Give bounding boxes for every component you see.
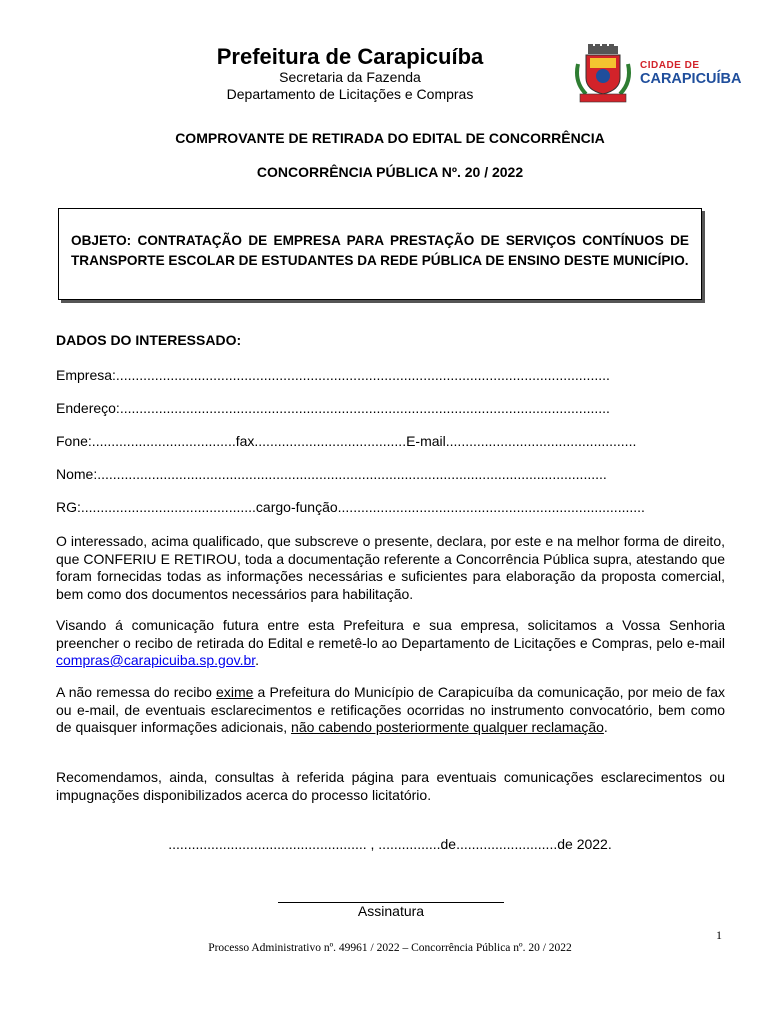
logo-text-bottom: CARAPICUÍBA bbox=[640, 71, 742, 87]
notice-text-b: a Prefeitura do Município de Carapicuíba da comunicação, por meio de fax ou e-mail, de eventuais esclarecimentos e retificações ocorridas no instrumento convocatório, bem como de quaisquer informações adicionais, bbox=[56, 684, 725, 735]
paragraph-declaration: O interessado, acima qualificado, que subscreve o presente, declara, por este e na melhor forma de direito, que CONFERIU E RETIROU, toda a documentação referente a Concorrência Pública supra, atestando que foram fornecidas todas as informações necessárias e suficientes para elaboração da proposta comercial, bem como dos documentos necessários para habilitação. bbox=[56, 533, 725, 602]
paragraph-communication-end: . bbox=[255, 652, 260, 668]
secretaria-label: Secretaria da Fazenda bbox=[279, 69, 421, 85]
concorrencia-number: CONCORRÊNCIA PÚBLICA Nº. 20 / 2022 bbox=[256, 164, 524, 180]
notice-text-a: A não remessa do recibo bbox=[56, 684, 217, 700]
footer-process: Processo Administrativo nº. 49961 / 2022 – Concorrência Pública nº. 20 / 2022 bbox=[208, 942, 572, 954]
page-title: Prefeitura de Carapicuíba bbox=[216, 44, 484, 69]
logo-text-top: CIDADE DE bbox=[640, 60, 700, 71]
paragraph-notice bbox=[56, 684, 725, 737]
rg-cargo-field[interactable]: RG:.............................................cargo-função............................................................................... bbox=[56, 499, 645, 515]
document-heading: COMPROVANTE DE RETIRADA DO EDITAL DE CONCORRÊNCIA bbox=[175, 130, 605, 146]
notice-end: . bbox=[603, 719, 608, 735]
departamento-label: Departamento de Licitações e Compras bbox=[226, 86, 474, 102]
paragraph-communication-text: Visando á comunicação futura entre esta Prefeitura e sua empresa, solicitamos a Vossa Senhoria preencher o recibo de retirada do Edital e remetê-lo ao Departamento de Licitações e Compras, pelo e-mail bbox=[56, 617, 725, 651]
paragraph-communication bbox=[56, 617, 725, 670]
endereco-field[interactable]: Endereço:.............................................................................................................................. bbox=[56, 400, 610, 416]
email-link[interactable]: compras@carapicuiba.sp.gov.br bbox=[56, 652, 256, 668]
page-number: 1 bbox=[716, 928, 722, 942]
objeto-label: OBJETO bbox=[71, 233, 127, 248]
notice-exime: exime bbox=[216, 684, 254, 700]
notice-no-complaint: não cabendo posteriormente qualquer reclamação bbox=[291, 719, 604, 735]
carapicuiba-logo bbox=[574, 44, 750, 106]
objeto-box bbox=[58, 208, 702, 300]
date-line[interactable]: ................................................... , ................de..........................de 2022. bbox=[168, 836, 612, 852]
fone-fax-email-field[interactable]: Fone:.....................................fax.......................................E-mail................................................. bbox=[56, 433, 637, 449]
objeto-text: : CONTRATAÇÃO DE EMPRESA PARA PRESTAÇÃO DE SERVIÇOS CONTÍNUOS DE TRANSPORTE ESCOLAR DE ESTUDANTES DA REDE PÚBLICA DE ENSINO DESTE MUNICÍPIO. bbox=[71, 233, 689, 268]
empresa-field[interactable]: Empresa:............................................................................................................................... bbox=[56, 367, 610, 383]
paragraph-recommendation: Recomendamos, ainda, consultas à referida página para eventuais comunicações esclarecimentos ou impugnações disponibilizados acerca do processo licitatório. bbox=[56, 769, 725, 803]
signature-label: Assinatura bbox=[357, 903, 425, 919]
nome-field[interactable]: Nome:................................................................................................................................... bbox=[56, 466, 607, 482]
dados-title: DADOS DO INTERESSADO: bbox=[56, 332, 242, 348]
